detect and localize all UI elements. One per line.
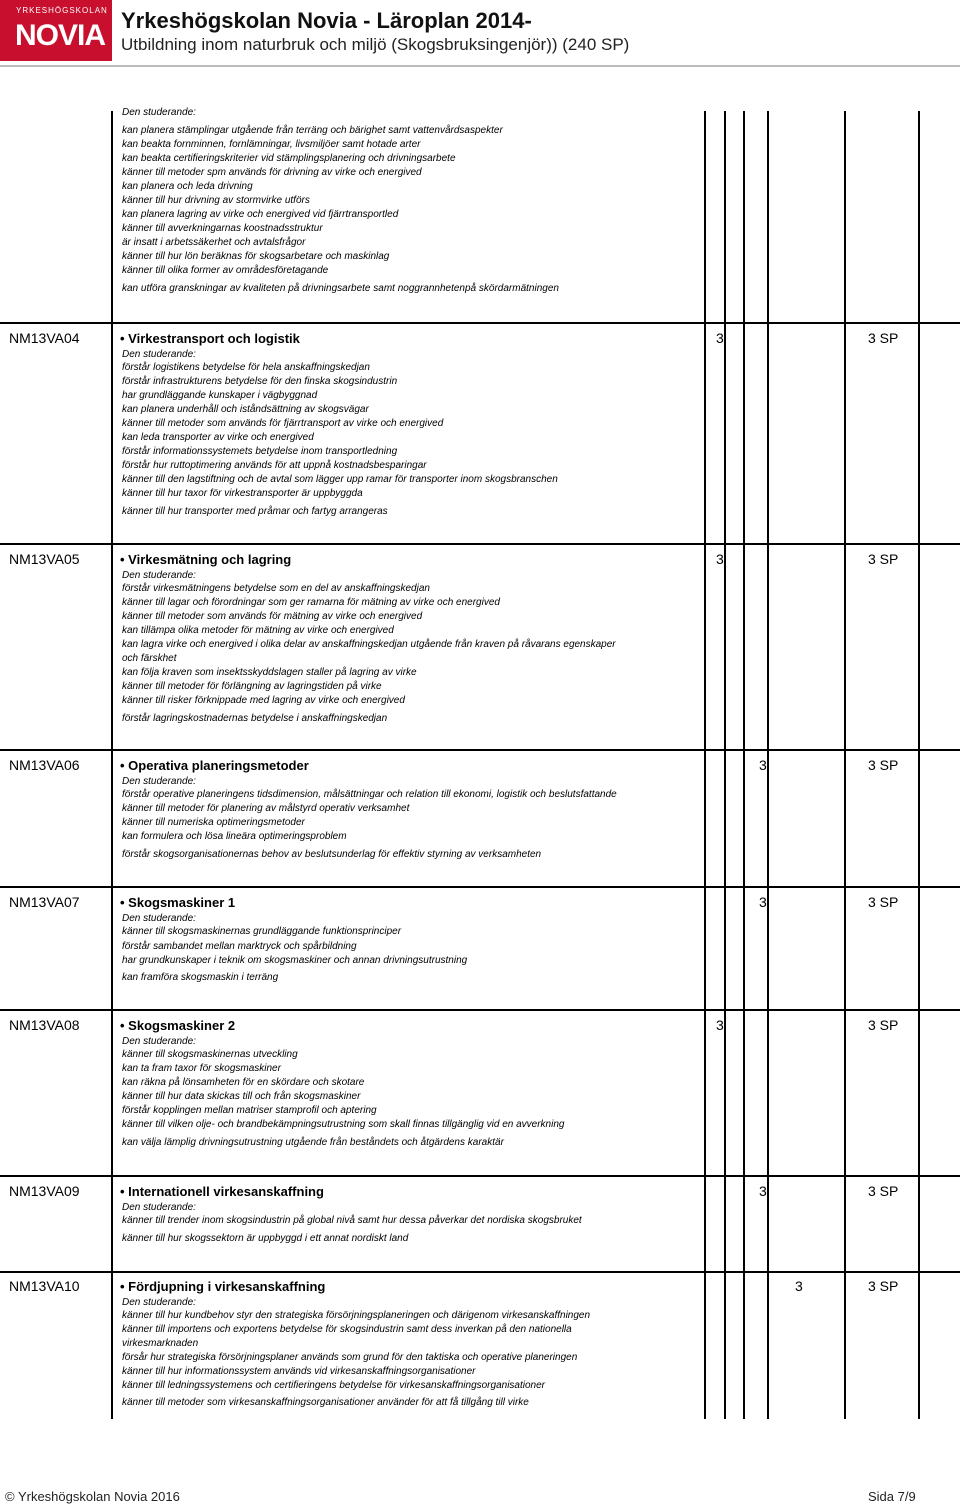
learning-outcome: förstår skogsorganisationernas behov av beslutsunderlag för effektiv styrning av verksamheten — [122, 849, 542, 860]
learning-outcome: känner till hur kundbehov styr den strategiska försörjningsplaneringen och därigenom virkesanskaffningen — [122, 1310, 591, 1321]
learning-outcome: kan ta fram taxor för skogsmaskiner — [122, 1063, 281, 1074]
learning-outcome: virkesmarknaden — [122, 1338, 199, 1349]
course-credits-sp: 3 SP — [868, 1278, 899, 1294]
page-title: Yrkeshögskolan Novia - Läroplan 2014- — [121, 8, 532, 33]
course-code: NM13VA08 — [9, 1017, 80, 1033]
learning-outcome: förstår sambandet mellan marktryck och spårbildning — [122, 941, 357, 952]
learning-outcome: förstår virkesmätningens betydelse som en del av anskaffningskedjan — [122, 583, 430, 594]
row-separator — [0, 322, 960, 324]
footer-copyright: © Yrkeshögskolan Novia 2016 — [5, 1489, 180, 1504]
learning-outcome: känner till hur taxor för virkestransporter är uppbyggda — [122, 488, 363, 499]
course-credits-number: 3 — [759, 1183, 767, 1199]
learning-outcome: kan välja lämplig drivningsutrustning utgående från beståndets och åtgärdens karaktär — [122, 1137, 504, 1148]
learning-outcome: känner till hur drivning av stormvirke utförs — [122, 195, 310, 206]
row-separator — [0, 749, 960, 751]
vertical-rule-e — [767, 111, 769, 1419]
logo-small-text: YRKESHÖGSKOLAN — [16, 6, 108, 15]
learning-outcome: känner till metoder som används för fjärrtransport av virke och energived — [122, 418, 444, 429]
course-credits-sp: 3 SP — [868, 1017, 899, 1033]
learning-outcome: kan planera stämplingar utgående från terräng och bärighet samt vattenvårdsaspekter — [122, 125, 503, 136]
course-credits-number: 3 — [795, 1278, 803, 1294]
learning-outcome: kan planera underhåll och iståndsättning av skogsvägar — [122, 404, 369, 415]
learning-outcome: känner till numeriska optimeringsmetoder — [122, 817, 305, 828]
learning-outcome: kan följa kraven som insektsskyddslagen staller på lagring av virke — [122, 667, 417, 678]
learning-outcome: kan framföra skogsmaskin i terräng — [122, 972, 279, 983]
course-title: • Virkestransport och logistik — [120, 331, 300, 346]
header-divider — [0, 65, 960, 67]
outcome-heading: Den studerande: — [122, 570, 196, 581]
course-credits-sp: 3 SP — [868, 330, 899, 346]
learning-outcome: kan planera lagring av virke och energived vid fjärrtransportled — [122, 209, 399, 220]
learning-outcome: förstår operative planeringens tidsdimension, målsättningar och relation till ekonomi, logistik och beslutsfattande — [122, 789, 617, 800]
row-separator — [0, 1009, 960, 1011]
learning-outcome: förstår lagringskostnadernas betydelse i anskaffningskedjan — [122, 713, 388, 724]
outcome-heading: Den studerande: — [122, 1036, 196, 1047]
page-subtitle: Utbildning inom naturbruk och miljö (Skogsbruksingenjör)) (240 SP) — [121, 35, 630, 54]
course-credits-sp: 3 SP — [868, 757, 899, 773]
novia-logo — [0, 0, 112, 61]
learning-outcome: förstår infrastrukturens betydelse för den finska skogsindustrin — [122, 376, 398, 387]
learning-outcome: kan formulera och lösa lineära optimeringsproblem — [122, 831, 347, 842]
outcome-heading: Den studerande: — [122, 1202, 196, 1213]
vertical-rule-a — [111, 111, 113, 1419]
course-code: NM13VA06 — [9, 757, 80, 773]
outcome-heading: Den studerande: — [122, 913, 196, 924]
learning-outcome: känner till skogsmaskinernas utveckling — [122, 1049, 298, 1060]
learning-outcome: känner till metoder för förlängning av lagringstiden på virke — [122, 681, 382, 692]
vertical-rule-g — [918, 111, 920, 1419]
learning-outcome: känner till hur data skickas till och från skogsmaskiner — [122, 1091, 361, 1102]
course-credits-number: 3 — [759, 894, 767, 910]
learning-outcome: förstår informationssystemets betydelse inom transportledning — [122, 446, 398, 457]
course-credits-number: 3 — [759, 757, 767, 773]
learning-outcome: känner till trender inom skogsindustrin på global nivå samt hur dessa påverkar det nordiska skogsbruket — [122, 1215, 582, 1226]
learning-outcome: kan tillämpa olika metoder för mätning av virke och energived — [122, 625, 394, 636]
course-title: • Internationell virkesanskaffning — [120, 1184, 324, 1199]
learning-outcome: känner till olika former av områdesföretagande — [122, 265, 329, 276]
course-title: • Operativa planeringsmetoder — [120, 758, 309, 773]
logo-big-text: NOVIA — [15, 19, 106, 52]
course-title: • Skogsmaskiner 2 — [120, 1018, 236, 1033]
learning-outcome: känner till ledningssystemens och certifieringens betydelse för virkesanskaffningsorganisationer — [122, 1380, 545, 1391]
learning-outcome: känner till metoder som används för mätning av virke och energived — [122, 611, 423, 622]
vertical-rule-c — [724, 111, 726, 1419]
learning-outcome: och färskhet — [122, 653, 177, 664]
learning-outcome: är insatt i arbetssäkerhet och avtalsfrågor — [122, 237, 306, 248]
learning-outcome: känner till importens och exportens betydelse för skogsindustrin samt dess inverkan på den nationella — [122, 1324, 572, 1335]
learning-outcome: känner till lagar och förordningar som ger ramarna för mätning av virke och energived — [122, 597, 500, 608]
course-credits-sp: 3 SP — [868, 551, 899, 567]
learning-outcome: känner till vilken olje- och brandbekämpningsutrustning som skall finnas tillgänglig vid en avverkning — [122, 1119, 565, 1130]
row-separator — [0, 1271, 960, 1273]
course-credits-sp: 3 SP — [868, 894, 899, 910]
course-code: NM13VA07 — [9, 894, 80, 910]
course-credits-number: 3 — [716, 1017, 724, 1033]
course-credits-number: 3 — [716, 330, 724, 346]
learning-outcome: känner till risker förknippade med lagring av virke och energived — [122, 695, 405, 706]
learning-outcome: kan utföra granskningar av kvaliteten på drivningsarbete samt noggrannhetenpå skördarmätningen — [122, 283, 559, 294]
outcome-heading: Den studerande: — [122, 107, 196, 118]
learning-outcome: känner till skogsmaskinernas grundläggande funktionsprinciper — [122, 926, 402, 937]
course-title: • Virkesmätning och lagring — [120, 552, 292, 567]
learning-outcome: försår hur strategiska försörjningsplaner används som grund för den taktiska och operative planeringen — [122, 1352, 578, 1363]
learning-outcome: känner till metoder för planering av målstyrd operativ verksamhet — [122, 803, 410, 814]
course-credits-sp: 3 SP — [868, 1183, 899, 1199]
learning-outcome: känner till den lagstiftning och de avtal som lägger upp ramar för transporter inom skogsbranschen — [122, 474, 558, 485]
course-code: NM13VA04 — [9, 330, 80, 346]
learning-outcome: kan beakta certifieringskriterier vid stämplingsplanering och drivningsarbete — [122, 153, 456, 164]
row-separator — [0, 886, 960, 888]
learning-outcome: känner till hur lön beräknas för skogsarbetare och maskinlag — [122, 251, 390, 262]
footer-page-number: Sida 7/9 — [868, 1489, 916, 1504]
course-title: • Fördjupning i virkesanskaffning — [120, 1279, 326, 1294]
outcome-heading: Den studerande: — [122, 776, 196, 787]
learning-outcome: förstår hur ruttoptimering används för att uppnå kostnadsbesparingar — [122, 460, 427, 471]
learning-outcome: har grundläggande kunskaper i vägbyggnad — [122, 390, 318, 401]
vertical-rule-f — [844, 111, 846, 1419]
course-credits-number: 3 — [716, 551, 724, 567]
row-separator — [0, 543, 960, 545]
learning-outcome: känner till avverkningarnas koostnadsstruktur — [122, 223, 323, 234]
row-separator — [0, 1175, 960, 1177]
outcome-heading: Den studerande: — [122, 1297, 196, 1308]
learning-outcome: förstår kopplingen mellan matriser stamprofil och aptering — [122, 1105, 377, 1116]
learning-outcome: kan lagra virke och energived i olika delar av anskaffningskedjan utgående från kraven på råvarans egenskaper — [122, 639, 616, 650]
learning-outcome: kan beakta fornminnen, fornlämningar, livsmiljöer samt hotade arter — [122, 139, 421, 150]
learning-outcome: känner till metoder spm används för drivning av virke och energived — [122, 167, 422, 178]
vertical-rule-d — [743, 111, 745, 1419]
learning-outcome: känner till hur informationssystem används vid virkesanskaffningsorganisationer — [122, 1366, 476, 1377]
learning-outcome: kan planera och leda drivning — [122, 181, 253, 192]
learning-outcome: förstår logistikens betydelse för hela anskaffningskedjan — [122, 362, 370, 373]
learning-outcome: har grundkunskaper i teknik om skogsmaskiner och annan drivningsutrustning — [122, 955, 468, 966]
course-code: NM13VA10 — [9, 1278, 80, 1294]
learning-outcome: kan leda transporter av virke och energived — [122, 432, 314, 443]
learning-outcome: känner till metoder som virkesanskaffningsorganisationer använder för att få tillgång till virke — [122, 1397, 529, 1408]
course-code: NM13VA09 — [9, 1183, 80, 1199]
course-code: NM13VA05 — [9, 551, 80, 567]
learning-outcome: kan räkna på lönsamheten för en skördare och skotare — [122, 1077, 365, 1088]
vertical-rule-b — [704, 111, 706, 1419]
learning-outcome: känner till hur transporter med pråmar och fartyg arrangeras — [122, 506, 388, 517]
learning-outcome: känner till hur skogssektorn är uppbyggd i ett annat nordiskt land — [122, 1233, 409, 1244]
course-title: • Skogsmaskiner 1 — [120, 895, 236, 910]
outcome-heading: Den studerande: — [122, 349, 196, 360]
